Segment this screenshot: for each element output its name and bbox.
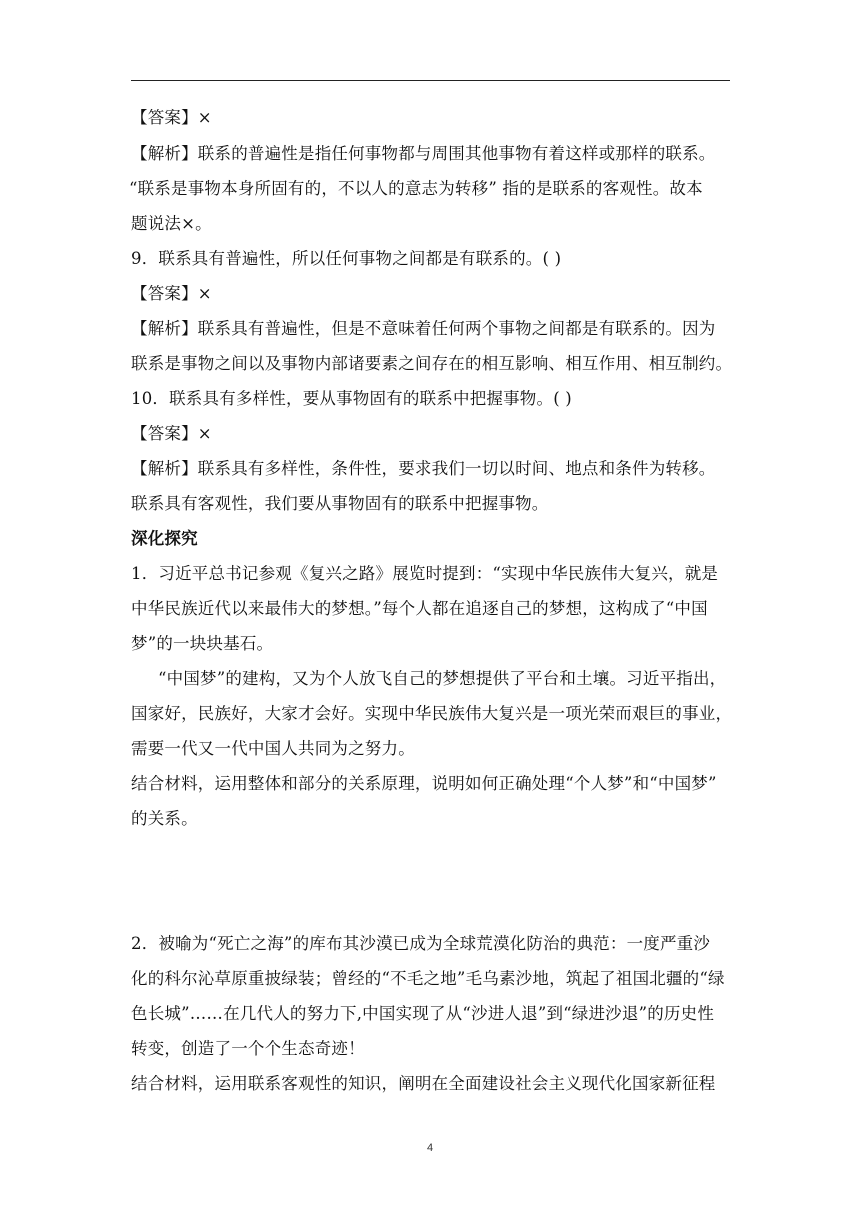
question-9: 9．联系具有普遍性，所以任何事物之间都是有联系的。( ) xyxy=(131,249,562,268)
question-1-text: 国家好，民族好，大家才会好。实现中华民族伟大复兴是一项光荣而艰巨的事业， xyxy=(131,704,733,723)
question-1-text: 需要一代又一代中国人共同为之努力。 xyxy=(131,739,415,758)
question-10: 10．联系具有多样性，要从事物固有的联系中把握事物。( ) xyxy=(131,389,572,408)
analysis-line: “联系是事物本身所固有的，不以人的意志为转移” 指的是联系的客观性。故本 xyxy=(129,179,703,198)
analysis-line: 【解析】联系具有多样性，条件性，要求我们一切以时间、地点和条件为转移。 xyxy=(131,459,716,478)
question-1-text: 中华民族近代以来最伟大的梦想。”每个人都在追逐自己的梦想，这构成了“中国 xyxy=(131,599,708,618)
question-1-text: 梦”的一块块基石。 xyxy=(131,634,274,653)
analysis-line: 【解析】联系的普遍性是指任何事物都与周围其他事物有着这样或那样的联系。 xyxy=(131,144,716,163)
question-2-text: 色长城”……在几代人的努力下,中国实现了从“沙进人退”到“绿进沙退”的历史性 xyxy=(131,1004,715,1023)
page-number: 4 xyxy=(426,1142,434,1154)
answer-line: 【答案】× xyxy=(131,424,212,443)
question-1-prompt: 结合材料，运用整体和部分的关系原理，说明如何正确处理“个人梦”和“中国梦” xyxy=(131,774,717,793)
question-1-text: “中国梦”的建构，又为个人放飞自己的梦想提供了平台和土壤。习近平指出， xyxy=(158,669,727,688)
question-2-prompt: 结合材料，运用联系客观性的知识，阐明在全面建设社会主义现代化国家新征程 xyxy=(131,1074,716,1093)
analysis-line: 联系具有客观性，我们要从事物固有的联系中把握事物。 xyxy=(131,494,549,513)
question-2-text: 化的科尔沁草原重披绿装；曾经的“不毛之地”毛乌素沙地，筑起了祖国北疆的“绿 xyxy=(131,969,725,988)
question-1-text: 1．习近平总书记参观《复兴之路》展览时提到：“实现中华民族伟大复兴，就是 xyxy=(131,564,719,583)
question-2-text: 转变，创造了一个个生态奇迹！ xyxy=(131,1039,365,1058)
question-1-prompt: 的关系。 xyxy=(131,809,198,828)
analysis-line: 【解析】联系具有普遍性，但是不意味着任何两个事物之间都是有联系的。因为 xyxy=(131,319,716,338)
answer-line: 【答案】× xyxy=(131,108,212,127)
header-rule xyxy=(131,80,730,81)
analysis-line: 联系是事物之间以及事物内部诸要素之间存在的相互影响、相互作用、相互制约。 xyxy=(131,354,733,373)
analysis-line: 题说法×。 xyxy=(131,214,212,233)
answer-line: 【答案】× xyxy=(131,284,212,303)
section-heading: 深化探究 xyxy=(131,529,198,548)
question-2-text: 2．被喻为“死亡之海”的库布其沙漠已成为全球荒漠化防治的典范：一度严重沙 xyxy=(131,934,711,953)
